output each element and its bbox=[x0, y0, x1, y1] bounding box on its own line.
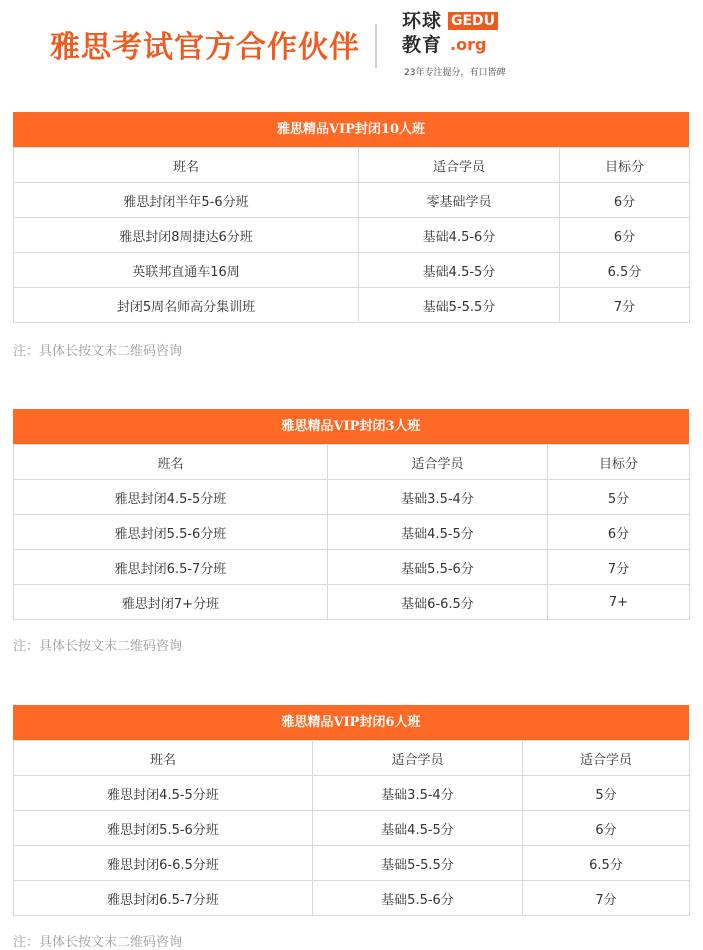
table-row bbox=[14, 550, 690, 585]
cell-suitable: 基础6-6.5分 bbox=[328, 585, 548, 620]
table-row bbox=[14, 218, 690, 253]
class-section-3 bbox=[13, 409, 689, 620]
header-cell-suitable: 适合学员 bbox=[328, 445, 548, 480]
table-row bbox=[14, 585, 690, 620]
cell-class-name: 雅思封闭5.5-6分班 bbox=[14, 811, 313, 846]
table-row bbox=[14, 183, 690, 218]
table-row bbox=[14, 776, 690, 811]
cell-suitable: 基础4.5-6分 bbox=[359, 218, 560, 253]
cell-target: 6分 bbox=[548, 515, 690, 550]
cell-class-name: 雅思封闭4.5-5分班 bbox=[14, 480, 328, 515]
gedu-logo bbox=[402, 10, 522, 76]
cell-suitable: 基础5.5-6分 bbox=[313, 881, 523, 916]
cell-suitable: 零基础学员 bbox=[359, 183, 560, 218]
cell-class-name: 雅思封闭5.5-6分班 bbox=[14, 515, 328, 550]
cell-class-name: 雅思封闭4.5-5分班 bbox=[14, 776, 313, 811]
cell-target: 7+ bbox=[548, 585, 690, 620]
cell-class-name: 雅思封闭6.5-7分班 bbox=[14, 881, 313, 916]
class-table bbox=[13, 740, 690, 916]
cell-class-name: 雅思封闭半年5-6分班 bbox=[14, 183, 359, 218]
cell-target: 6分 bbox=[523, 811, 690, 846]
cell-suitable: 基础4.5-5分 bbox=[328, 515, 548, 550]
logo-cn-line1: 环球 bbox=[402, 10, 443, 32]
table-row bbox=[14, 846, 690, 881]
class-section-6 bbox=[13, 705, 689, 916]
cell-target: 6分 bbox=[560, 183, 690, 218]
header-cell-target: 适合学员 bbox=[523, 741, 690, 776]
header-cell-suitable: 适合学员 bbox=[313, 741, 523, 776]
cell-class-name: 雅思封闭6.5-7分班 bbox=[14, 550, 328, 585]
section-title: 雅思精品VIP封闭6人班 bbox=[13, 705, 689, 740]
table-header-row bbox=[14, 741, 690, 776]
logo-cn-line2: 教育 bbox=[402, 34, 443, 56]
cell-target: 7分 bbox=[523, 881, 690, 916]
class-section-10 bbox=[13, 112, 689, 323]
cell-class-name: 封闭5周名师高分集训班 bbox=[14, 288, 359, 323]
slogan: 雅思考试官方合作伙伴 bbox=[50, 30, 360, 65]
cell-suitable: 基础5-5.5分 bbox=[313, 846, 523, 881]
table-header-row bbox=[14, 148, 690, 183]
header-cell-target: 目标分 bbox=[548, 445, 690, 480]
page-header bbox=[0, 0, 703, 90]
table-row bbox=[14, 253, 690, 288]
logo-org: .org bbox=[450, 35, 487, 54]
consult-note: 注：具体长按文末二维码咨询 bbox=[13, 639, 183, 654]
cell-class-name: 雅思封闭7+分班 bbox=[14, 585, 328, 620]
logo-badge: GEDU bbox=[448, 12, 498, 30]
section-title: 雅思精品VIP封闭10人班 bbox=[13, 112, 689, 147]
cell-suitable: 基础5-5.5分 bbox=[359, 288, 560, 323]
cell-target: 5分 bbox=[523, 776, 690, 811]
cell-target: 7分 bbox=[548, 550, 690, 585]
cell-target: 6分 bbox=[560, 218, 690, 253]
consult-note: 注：具体长按文末二维码咨询 bbox=[13, 935, 183, 950]
class-table bbox=[13, 444, 690, 620]
section-title: 雅思精品VIP封闭3人班 bbox=[13, 409, 689, 444]
cell-suitable: 基础4.5-5分 bbox=[313, 811, 523, 846]
cell-class-name: 雅思封闭8周捷达6分班 bbox=[14, 218, 359, 253]
header-divider bbox=[375, 24, 377, 68]
logo-tagline: 23年专注提分，有口皆碑 bbox=[404, 68, 506, 78]
header-cell-suitable: 适合学员 bbox=[359, 148, 560, 183]
cell-suitable: 基础3.5-4分 bbox=[313, 776, 523, 811]
table-row bbox=[14, 288, 690, 323]
cell-suitable: 基础4.5-5分 bbox=[359, 253, 560, 288]
header-cell-name: 班名 bbox=[14, 148, 359, 183]
table-row bbox=[14, 881, 690, 916]
consult-note: 注：具体长按文末二维码咨询 bbox=[13, 344, 183, 359]
cell-class-name: 英联邦直通车16周 bbox=[14, 253, 359, 288]
cell-suitable: 基础5.5-6分 bbox=[328, 550, 548, 585]
table-row bbox=[14, 515, 690, 550]
cell-target: 7分 bbox=[560, 288, 690, 323]
header-cell-name: 班名 bbox=[14, 445, 328, 480]
class-table bbox=[13, 147, 690, 323]
cell-target: 5分 bbox=[548, 480, 690, 515]
header-cell-name: 班名 bbox=[14, 741, 313, 776]
cell-target: 6.5分 bbox=[523, 846, 690, 881]
cell-class-name: 雅思封闭6-6.5分班 bbox=[14, 846, 313, 881]
table-row bbox=[14, 480, 690, 515]
header-cell-target: 目标分 bbox=[560, 148, 690, 183]
table-row bbox=[14, 811, 690, 846]
table-header-row bbox=[14, 445, 690, 480]
cell-target: 6.5分 bbox=[560, 253, 690, 288]
cell-suitable: 基础3.5-4分 bbox=[328, 480, 548, 515]
